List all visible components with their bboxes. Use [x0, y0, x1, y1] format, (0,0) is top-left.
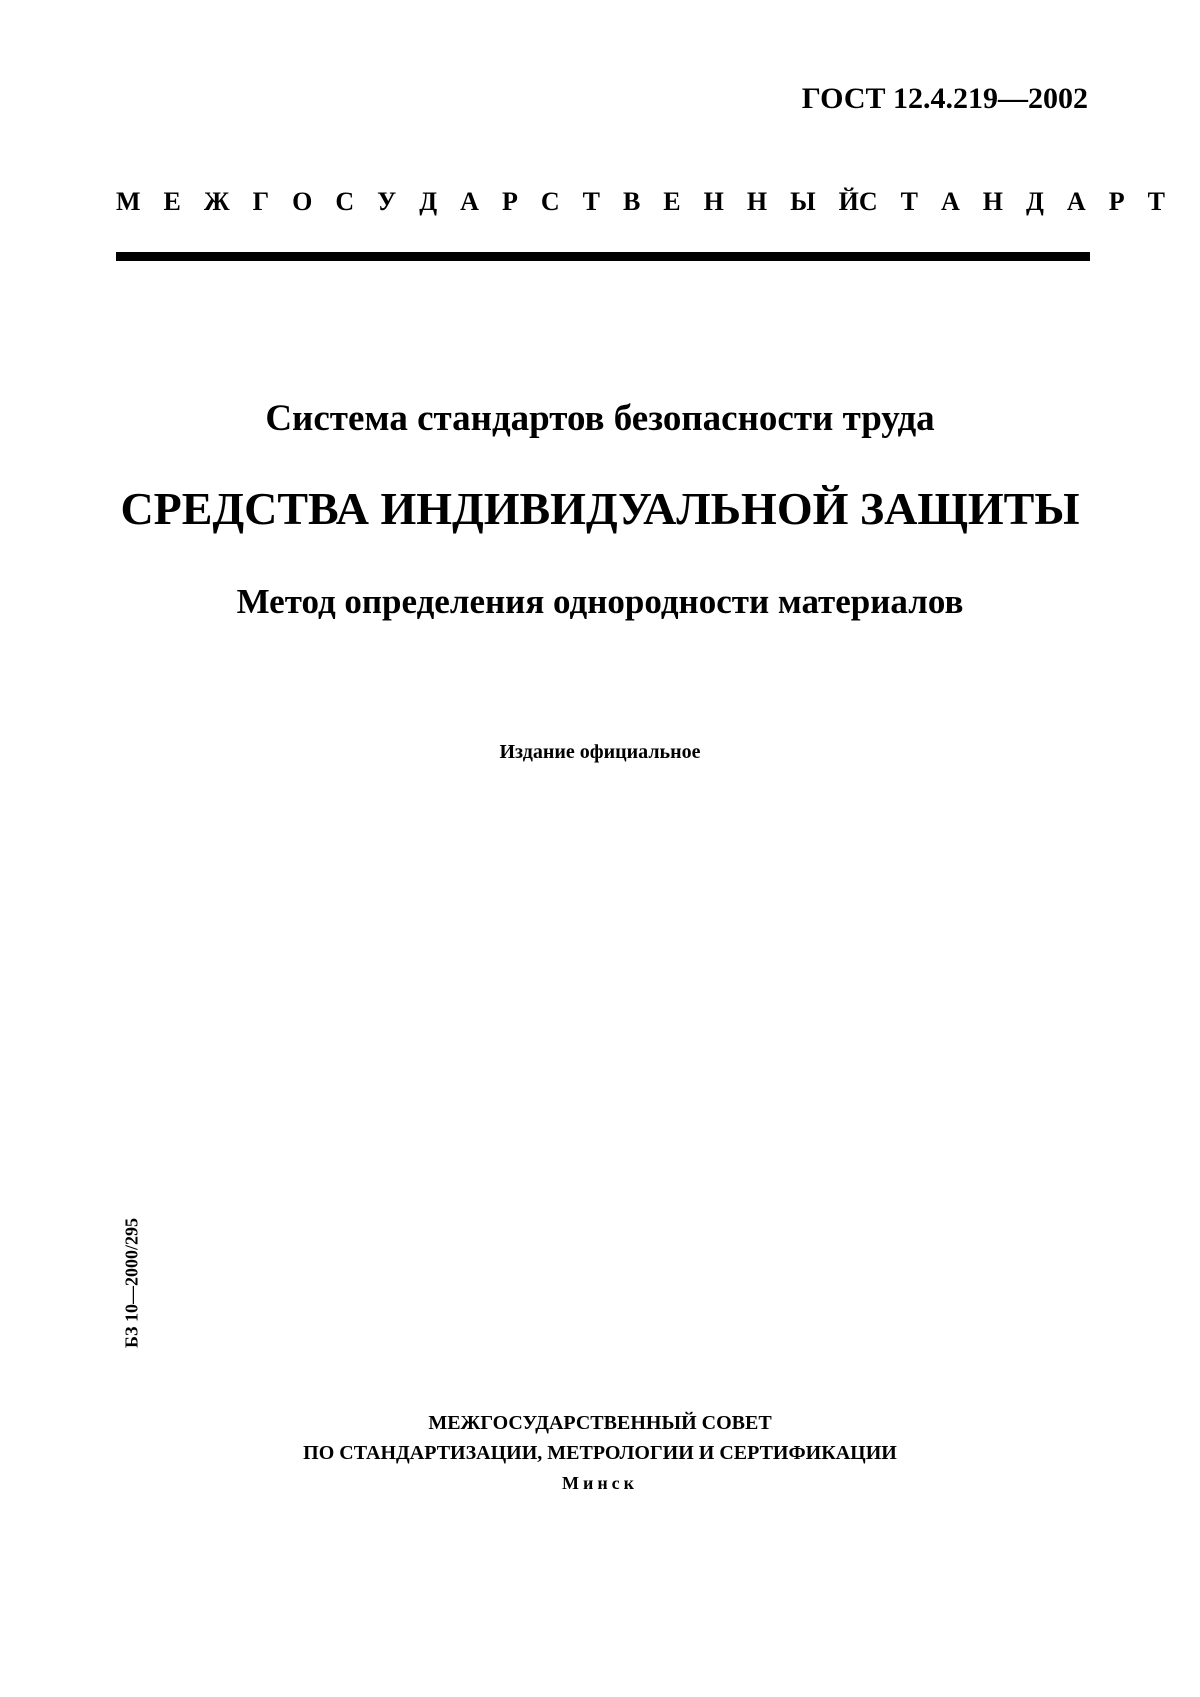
- publisher-city: Минск: [561, 1473, 639, 1493]
- heading-letter: М: [116, 187, 141, 216]
- standard-number: ГОСТ 12.4.219—2002: [801, 82, 1088, 115]
- heading-letter: Т: [900, 187, 918, 216]
- heading-letter: С: [540, 187, 560, 216]
- side-code: БЗ 10—2000/295: [121, 1218, 142, 1348]
- heading-letter: Й: [838, 187, 859, 216]
- heading-letter: А: [460, 187, 479, 216]
- heading-letter: Е: [663, 187, 681, 216]
- subtitle: Метод определения однородности материалов: [236, 582, 964, 621]
- heading-letter: Н: [982, 187, 1004, 216]
- publisher-line-1: МЕЖГОСУДАРСТВЕННЫЙ СОВЕТ: [428, 1412, 772, 1434]
- heading-rule: [116, 252, 1090, 261]
- heading-letter: Т: [1147, 187, 1165, 216]
- main-title: СРЕДСТВА ИНДИВИДУАЛЬНОЙ ЗАЩИТЫ: [120, 483, 1080, 534]
- heading-letter: С: [858, 187, 878, 216]
- heading-letter: Ы: [790, 187, 816, 216]
- heading-letter: Д: [419, 187, 438, 216]
- heading-word-standard: [859, 187, 1165, 217]
- heading-letter: А: [1066, 187, 1086, 216]
- heading-letter: Н: [746, 187, 768, 216]
- heading-letter: С: [335, 187, 355, 216]
- heading-letter: Г: [252, 187, 270, 216]
- edition-note: Издание официальное: [499, 741, 701, 763]
- heading-letter: Ж: [203, 187, 230, 216]
- heading-letter: А: [941, 187, 960, 216]
- publisher-block: [0, 1408, 1200, 1498]
- series-title: Система стандартов безопасности труда: [265, 398, 935, 439]
- interstate-standard-heading: [116, 187, 1165, 217]
- heading-letter: Р: [1108, 187, 1125, 216]
- heading-letter: Р: [501, 187, 518, 216]
- heading-letter: Н: [703, 187, 724, 216]
- heading-letter: Д: [1026, 187, 1044, 216]
- heading-letter: У: [377, 187, 397, 216]
- heading-letter: Е: [163, 187, 181, 216]
- heading-letter: Т: [582, 187, 600, 216]
- heading-word-interstate: [116, 187, 859, 217]
- heading-letter: В: [622, 187, 641, 216]
- publisher-line-2: ПО СТАНДАРТИЗАЦИИ, МЕТРОЛОГИИ И СЕРТИФИКАЦИИ: [303, 1442, 897, 1464]
- heading-letter: О: [292, 187, 313, 216]
